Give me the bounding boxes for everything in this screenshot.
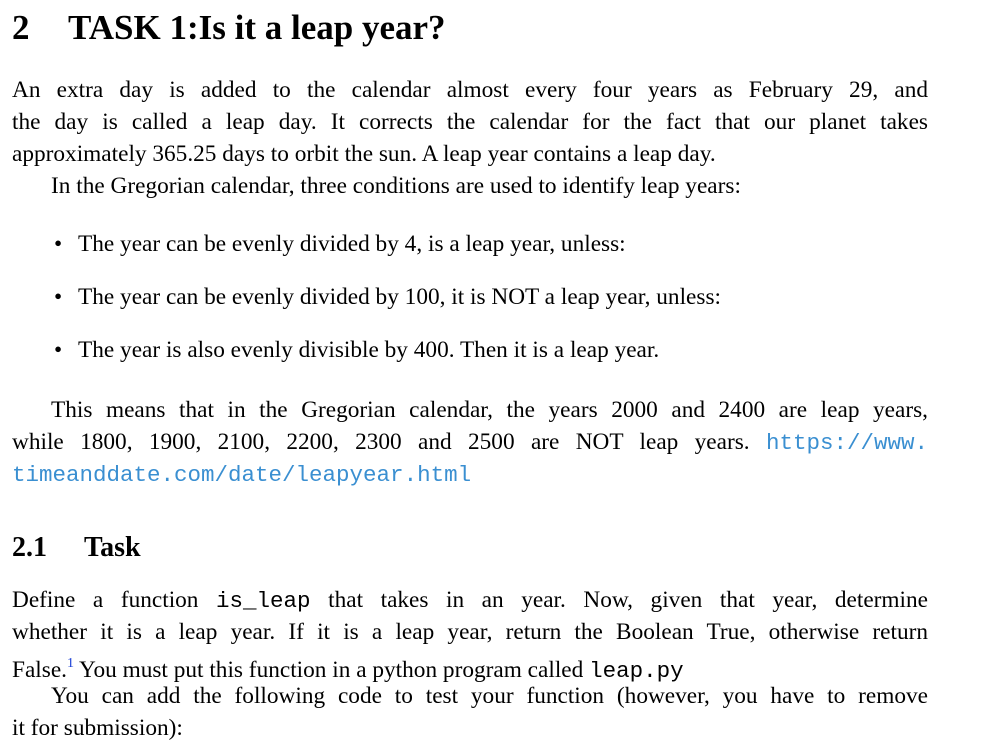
bullet-icon: • xyxy=(54,337,63,363)
intro-line-2: the day is called a leap day. It corrects the calendar for the fact that our planet takes xyxy=(12,109,928,135)
condition-text: The year is also evenly divisible by 400. Then it is a leap year. xyxy=(78,337,660,363)
condition-text: The year can be evenly divided by 4, is a leap year, unless: xyxy=(78,231,626,257)
task-text: that takes in an year. Now, given that year, determine xyxy=(328,587,929,613)
task-text: Define a function xyxy=(12,587,199,613)
examples-paragraph xyxy=(12,394,928,490)
section-heading xyxy=(12,6,446,50)
examples-text: while 1800, 1900, 2100, 2200, 2300 and 2500 are NOT leap years. xyxy=(12,429,750,455)
section-title: TASK 1:Is it a leap year? xyxy=(68,8,446,47)
conditions-list xyxy=(12,228,928,387)
intro-paragraph xyxy=(12,74,928,202)
list-item xyxy=(12,334,928,387)
leapyear-link-part-1[interactable]: https://www. xyxy=(765,430,929,456)
task-line-1 xyxy=(12,584,928,616)
examples-line-1: This means that in the Gregorian calendar, the years 2000 and 2400 are leap years, xyxy=(51,397,928,423)
task-line-4: You can add the following code to test your function (however, you have to remove xyxy=(51,683,928,709)
condition-text: The year can be evenly divided by 100, it is NOT a leap year, unless: xyxy=(78,284,721,310)
subsection-number: 2.1 xyxy=(12,532,47,563)
leapyear-link-part-2[interactable]: timeanddate.com/date/leapyear.html xyxy=(12,462,472,488)
intro-line-1: An extra day is added to the calendar almost every four years as February 29, and xyxy=(12,77,928,103)
list-item xyxy=(12,228,928,281)
task-line-3 xyxy=(12,648,928,684)
task-line-2: whether it is a leap year. If it is a leap year, return the Boolean True, otherwise return xyxy=(12,619,928,645)
function-name-code: is_leap xyxy=(216,588,311,614)
subsection-title: Task xyxy=(84,532,141,563)
task-line-5: it for submission): xyxy=(12,715,183,741)
section-number: 2 xyxy=(12,8,30,47)
examples-line-3 xyxy=(12,458,928,490)
intro-line-3: approximately 365.25 days to orbit the sun. A leap year contains a leap day. xyxy=(12,141,716,167)
task-text: False. xyxy=(12,657,68,683)
intro-line-4: In the Gregorian calendar, three conditions are used to identify leap years: xyxy=(51,173,741,199)
examples-line-2 xyxy=(12,426,928,458)
bullet-icon: • xyxy=(54,231,63,257)
subsection-heading xyxy=(12,530,141,566)
file-name-code: leap.py xyxy=(589,658,684,684)
task-text: You must put this function in a python program called xyxy=(78,657,584,683)
footnote-marker[interactable]: 1 xyxy=(67,656,75,671)
bullet-icon: • xyxy=(54,284,63,310)
task-paragraph xyxy=(12,584,928,744)
list-item xyxy=(12,281,928,334)
